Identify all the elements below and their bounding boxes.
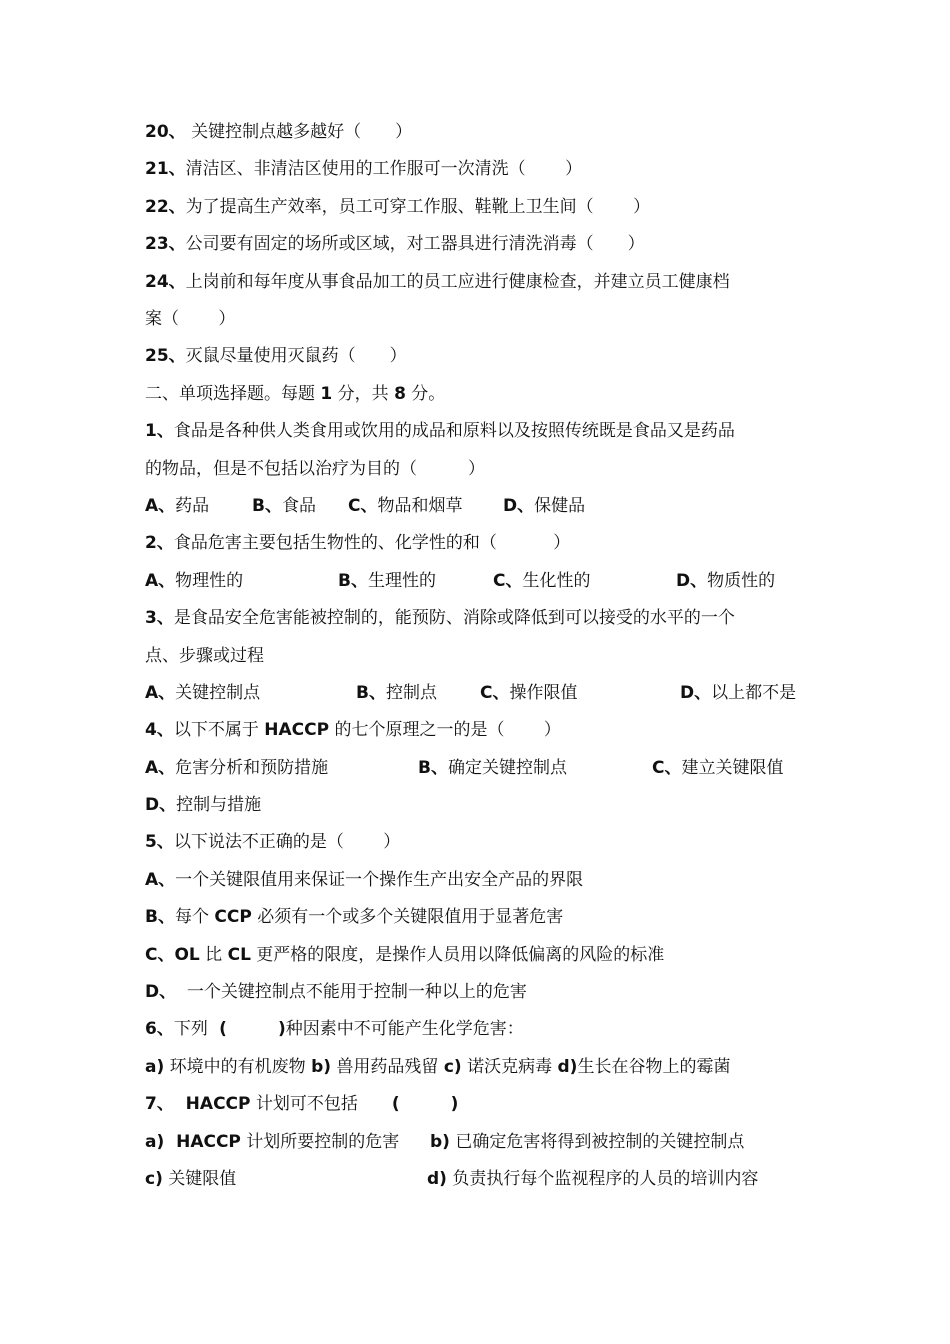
question-number: 5、 [145,832,174,852]
question-number: 21、 [145,159,186,179]
question-24 [145,271,730,293]
question-1 [145,420,735,442]
question-number: 25、 [145,346,186,366]
question-number: 4、 [145,720,174,740]
question-3-cont: 点、步骤或过程 [145,646,264,666]
option-c: C、操作限值 [480,683,578,703]
option-c: C、物品和烟草 [348,496,463,516]
question-text: 以下说法不正确的是（ ） [173,832,401,852]
option-a: A、物理性的 [145,571,244,591]
question-number: 1、 [145,421,174,441]
option-d: d) 负责执行每个监视程序的人员的培训内容 [427,1169,759,1189]
question-2 [145,532,570,554]
question-text: 食品是各种供人类食用或饮用的成品和原料以及按照传统既是食品又是药品 [173,421,735,441]
question-text: 关键控制点越多越好（ ） [185,122,413,142]
question-number: 7、 [145,1094,174,1114]
option-a: A、一个关键限值用来保证一个操作生产出安全产品的界限 [145,870,584,890]
option-b: B、控制点 [356,683,437,703]
question-1-cont: 的物品，但是不包括以治疗为目的（ ） [145,459,485,479]
option-a: a) HACCP 计划所要控制的危害 [145,1132,400,1152]
question-number: 22、 [145,197,186,217]
question-text: 上岗前和每年度从事食品加工的员工应进行健康检查，并建立员工健康档 [185,272,730,292]
option-b: B、生理性的 [338,571,436,591]
option-c: C、OL 比 CL 更严格的限度，是操作人员用以降低偏离的风险的标准 [145,945,665,965]
question-text: 为了提高生产效率，员工可穿工作服、鞋靴上卫生间（ ） [185,197,651,217]
section-heading: 二、单项选择题。每题 1 分，共 8 分。 [145,384,446,404]
option-c: C、建立关键限值 [652,758,784,778]
option-b: b) 已确定危害将得到被控制的关键控制点 [430,1132,745,1152]
question-21 [145,158,582,180]
option-d: D、 一个关键控制点不能用于控制一种以上的危害 [145,982,527,1002]
question-25 [145,345,407,367]
question-22 [145,196,650,218]
question-number: 6、 [145,1019,174,1039]
question-5 [145,831,400,853]
question-number: 20、 [145,122,186,142]
option-b: B、食品 [252,496,316,516]
question-24-cont [145,308,235,330]
option-c: C、生化性的 [493,571,591,591]
question-text: 公司要有固定的场所或区域，对工器具进行清洗消毒（ ） [185,234,645,254]
option-c: c) 关键限值 [145,1169,237,1189]
option-d: D、控制与措施 [145,795,262,815]
option-d: D、保健品 [503,496,586,516]
question-number: 24、 [145,272,186,292]
option-a: A、关键控制点 [145,683,261,703]
option-b: B、每个 CCP 必须有一个或多个关键限值用于显著危害 [145,907,564,927]
question-20 [145,121,412,143]
option-a: A、药品 [145,496,210,516]
question-number: 23、 [145,234,186,254]
option-d: D、物质性的 [676,571,776,591]
question-text: 清洁区、非清洁区使用的工作服可一次清洗（ ） [185,159,583,179]
question-text: 灭鼠尽量使用灭鼠药（ ） [185,346,407,366]
question-4: 4、以下不属于 HACCP 的七个原理之一的是（ ） [145,720,561,740]
question-number: 2、 [145,533,174,553]
question-3 [145,607,735,629]
question-6: 6、下列 ( )种因素中不可能产生化学危害： [145,1019,524,1039]
option-a: A、危害分析和预防措施 [145,758,329,778]
question-7: 7、 HACCP 计划可不包括 ( ) [145,1094,459,1114]
question-23 [145,233,645,255]
option-b: B、确定关键控制点 [418,758,567,778]
question-text: 案（ ） [145,309,236,329]
question-6-options: a) 环境中的有机废物 b) 兽用药品残留 c) 诺沃克病毒 d)生长在谷物上的霉菌 [145,1057,731,1077]
question-number: 3、 [145,608,174,628]
question-text: 是食品安全危害能被控制的，能预防、消除或降低到可以接受的水平的一个 [173,608,735,628]
question-text: 食品危害主要包括生物性的、化学性的和（ ） [173,533,571,553]
option-d: D、以上都不是 [680,683,797,703]
